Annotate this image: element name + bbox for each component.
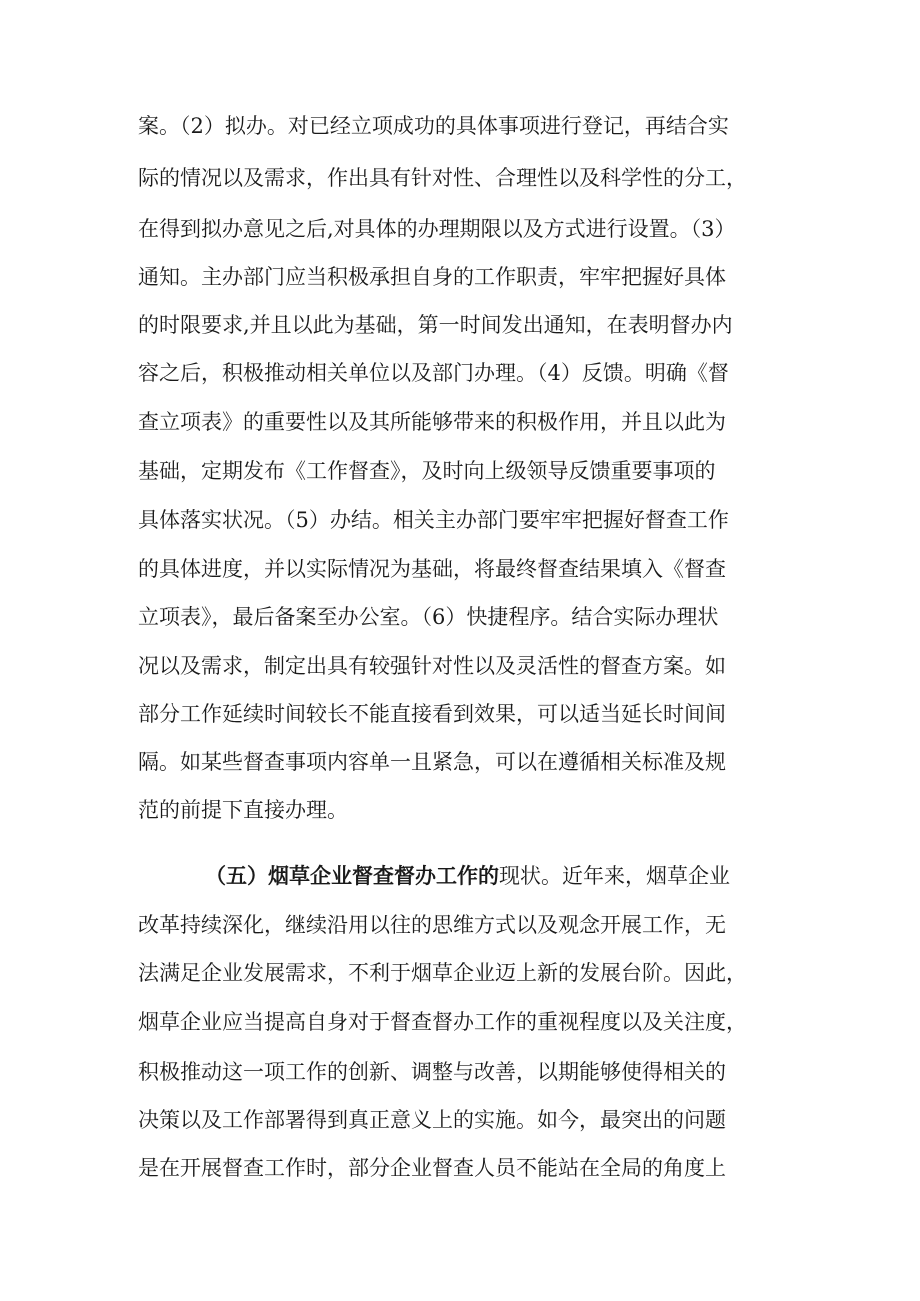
text-line: 是在开展督查工作时，部分企业督查人员不能站在全局的角度上 [138, 1156, 726, 1180]
section-heading-line [205, 856, 798, 896]
text-line: 际的情况以及需求，作出具有针对性、合理性以及科学性的分工， [138, 166, 747, 190]
text-line: 案。（2）拟办。对已经立项成功的具体事项进行登记，再结合实 [138, 114, 729, 138]
text-line: 立项表》，最后备案至办公室。（6）快捷程序。结合实际办理状 [138, 605, 719, 629]
text-line: 改革持续深化，继续沿用以往的思维方式以及观念开展工作，无 [138, 913, 726, 937]
text-line: 积极推动这一项工作的创新、调整与改善，以期能够使得相关的 [138, 1060, 726, 1084]
text-line: 法满足企业发展需求，不利于烟草企业迈上新的发展台阶。因此， [138, 961, 747, 985]
text-line: 通知。主办部门应当积极承担自身的工作职责，牢牢把握好具体 [138, 265, 726, 289]
text-line: 容之后，积极推动相关单位以及部门办理。（4）反馈。明确《督 [138, 361, 729, 385]
text-line: 况以及需求，制定出具有较强针对性以及灵活性的督查方案。如 [138, 654, 726, 678]
text-line: 范的前提下直接办理。 [138, 798, 348, 822]
text-line: 部分工作延续时间较长不能直接看到效果，可以适当延长时间间 [138, 702, 726, 726]
text-line: 在得到拟办意见之后,对具体的办理期限以及方式进行设置。（3） [138, 217, 736, 241]
section-heading-continuation: 现状。近年来，烟草企业 [499, 864, 730, 888]
text-line: 决策以及工作部署得到真正意义上的实施。如今，最突出的问题 [138, 1108, 726, 1132]
text-line: 查立项表》的重要性以及其所能够带来的积极作用，并且以此为 [138, 410, 726, 434]
text-line: 隔。如某些督查事项内容单一且紧急，可以在遵循相关标准及规 [138, 750, 726, 774]
text-line: 具体落实状况。（5）办结。相关主办部门要牢牢把握好督查工作 [138, 508, 729, 532]
text-line: 基础，定期发布《工作督查》，及时向上级领导反馈重要事项的 [138, 459, 716, 483]
text-line: 烟草企业应当提高自身对于督查督办工作的重视程度以及关注度， [138, 1010, 747, 1034]
section-heading: （五）烟草企业督查督办工作的 [205, 863, 499, 888]
text-line: 的具体进度，并以实际情况为基础，将最终督查结果填入《督查 [138, 557, 726, 581]
text-line: 的时限要求,并且以此为基础，第一时间发出通知，在表明督办内 [138, 313, 733, 337]
